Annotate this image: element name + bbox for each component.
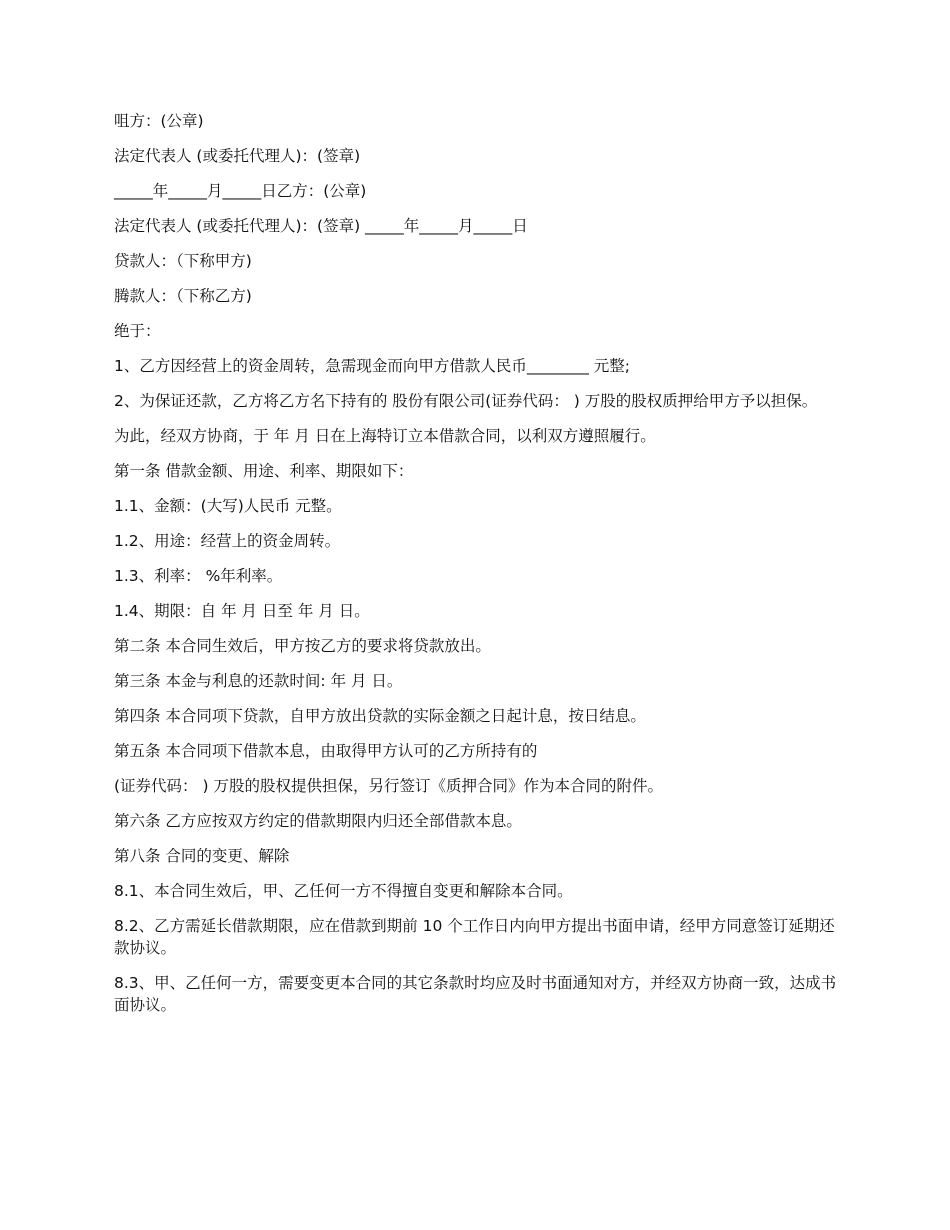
paragraph-date-party-b: _____年_____月_____日乙方：(公章) [114, 182, 367, 200]
paragraph-article-6: 第六条 乙方应按双方约定的借款期限内归还全部借款本息。 [114, 812, 522, 830]
paragraph-whereas: 绝于： [114, 322, 161, 340]
paragraph-recital-1: 1、乙方因经营上的资金周转，急需现金而向甲方借款人民币________ 元整; [114, 357, 631, 375]
paragraph-article-5-cont: (证券代码： ) 万股的股权提供担保，另行签订《质押合同》作为本合同的附件。 [114, 777, 663, 795]
paragraph-clause-1-1: 1.1、金额：(大写)人民币 元整。 [114, 497, 342, 515]
paragraph-article-3: 第三条 本金与利息的还款时间: 年 月 日。 [114, 672, 403, 690]
document-body [114, 110, 838, 1029]
paragraph-legal-rep-2: 法定代表人 (或委托代理人)：(签章) _____年_____月_____日 [114, 217, 528, 235]
paragraph-article-1: 第一条 借款金额、用途、利率、期限如下： [114, 462, 414, 480]
paragraph-clause-8-1: 8.1、本合同生效后，甲、乙任何一方不得擅自变更和解除本合同。 [114, 882, 573, 900]
paragraph-clause-1-4: 1.4、期限：自 年 月 日至 年 月 日。 [114, 602, 370, 620]
paragraph-article-4: 第四条 本合同项下贷款，自甲方放出贷款的实际金额之日起计息，按日结息。 [114, 707, 646, 725]
paragraph-article-2: 第二条 本合同生效后，甲方按乙方的要求将贷款放出。 [114, 637, 491, 655]
paragraph-party-a-seal: 咀方：(公章) [114, 112, 204, 130]
paragraph-clause-1-2: 1.2、用途：经营上的资金周转。 [114, 532, 341, 550]
paragraph-clause-8-3: 8.3、甲、乙任何一方，需要变更本合同的其它条款时均应及时书面通知对方，并经双方协商一致，达成书面协议。 [114, 974, 837, 1014]
paragraph-borrower: 腾款人：（下称乙方) [114, 287, 252, 305]
paragraph-article-5: 第五条 本合同项下借款本息，由取得甲方认可的乙方所持有的 [114, 742, 538, 760]
paragraph-clause-1-3: 1.3、利率： %年利率。 [114, 567, 283, 585]
paragraph-lender: 贷款人：（下称甲方) [114, 252, 252, 270]
paragraph-article-8: 第八条 合同的变更、解除 [114, 847, 290, 865]
paragraph-clause-8-2: 8.2、乙方需延长借款期限，应在借款到期前 10 个工作日内向甲方提出书面申请，经甲方同意签订延期还款协议。 [114, 917, 835, 957]
paragraph-legal-rep-1: 法定代表人 (或委托代理人)：(签章) [114, 147, 361, 165]
paragraph-recital-2: 2、为保证还款，乙方将乙方名下持有的 股份有限公司(证券代码： ) 万股的股权质押给甲方予以担保。 [114, 392, 818, 410]
paragraph-agreement: 为此，经双方协商，于 年 月 日在上海特订立本借款合同，以利双方遵照履行。 [114, 427, 656, 445]
